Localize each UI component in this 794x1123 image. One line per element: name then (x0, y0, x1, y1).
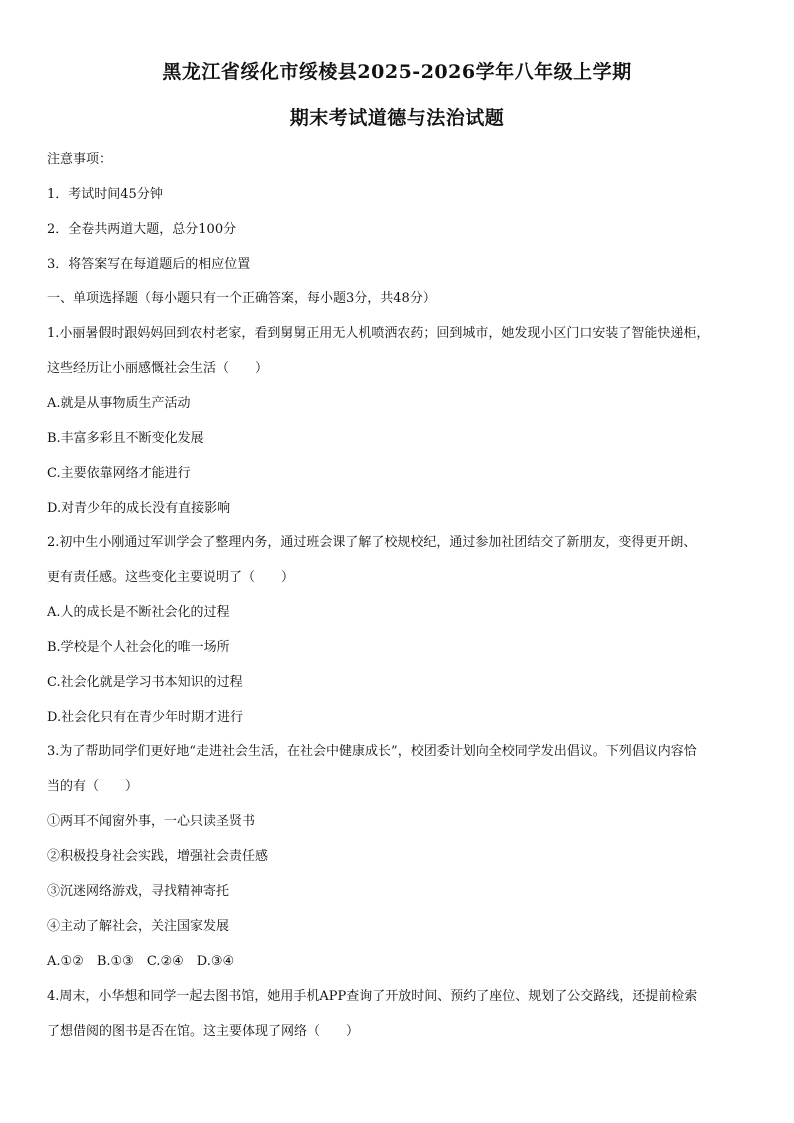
notes-heading: 注意事项： (47, 152, 113, 167)
question-2-option-d: D.社会化只有在青少年时期才进行 (47, 710, 244, 725)
question-1-option-a: A.就是从事物质生产活动 (47, 396, 191, 411)
question-3-item-1: ①两耳不闻窗外事，一心只读圣贤书 (47, 814, 256, 829)
exam-title-line-1: 黑龙江省绥化市绥棱县2025-2026学年八年级上学期 (162, 61, 632, 83)
question-2-option-c: C.社会化就是学习书本知识的过程 (47, 675, 243, 690)
question-1-stem-line: 1.小丽暑假时跟妈妈回到农村老家，看到舅舅正用无人机喷洒农药；回到城市，她发现小区门口安装了智能快递柜， (47, 326, 710, 341)
question-3-item-4: ④主动了解社会，关注国家发展 (47, 919, 230, 934)
question-3-item-3: ③沉迷网络游戏，寻找精神寄托 (47, 884, 230, 899)
section-heading: 一、单项选择题（每小题只有一个正确答案，每小题3分，共48分） (47, 291, 436, 306)
question-3-stem-line: 当的有（ ） (47, 779, 139, 794)
question-2-stem-line: 更有责任感。这些变化主要说明了（ ） (47, 570, 295, 585)
exam-title-line-2: 期末考试道德与法治试题 (289, 107, 505, 129)
note-item: 2．全卷共两道大题，总分100分 (47, 222, 237, 237)
question-4-stem-line: 4.周末，小华想和同学一起去图书馆，她用手机APP查询了开放时间、预约了座位、规划了公交路线，还提前检索 (47, 989, 698, 1004)
note-item: 1．考试时间45分钟 (47, 187, 163, 202)
question-2-stem-line: 2.初中生小刚通过军训学会了整理内务，通过班会课了解了校规校纪，通过参加社团结交了新朋友，变得更开朗、 (47, 535, 697, 550)
question-3-stem-line: 3.为了帮助同学们更好地“走进社会生活，在社会中健康成长”，校团委计划向全校同学发出倡议。下列倡议内容恰 (47, 744, 697, 759)
note-item: 3．将答案写在每道题后的相应位置 (47, 257, 251, 272)
question-3-choices: A.①② B.①③ C.②④ D.③④ (47, 954, 235, 969)
question-1-option-d: D.对青少年的成长没有直接影响 (47, 501, 231, 516)
question-2-option-a: A.人的成长是不断社会化的过程 (47, 605, 230, 620)
question-1-option-b: B.丰富多彩且不断变化发展 (47, 431, 204, 446)
question-2-option-b: B.学校是个人社会化的唯一场所 (47, 640, 230, 655)
question-1-option-c: C.主要依靠网络才能进行 (47, 466, 191, 481)
question-3-item-2: ②积极投身社会实践，增强社会责任感 (47, 849, 269, 864)
question-4-stem-line: 了想借阅的图书是否在馆。这主要体现了网络（ ） (47, 1024, 360, 1039)
question-1-stem-line: 这些经历让小丽感慨社会生活（ ） (47, 361, 269, 376)
